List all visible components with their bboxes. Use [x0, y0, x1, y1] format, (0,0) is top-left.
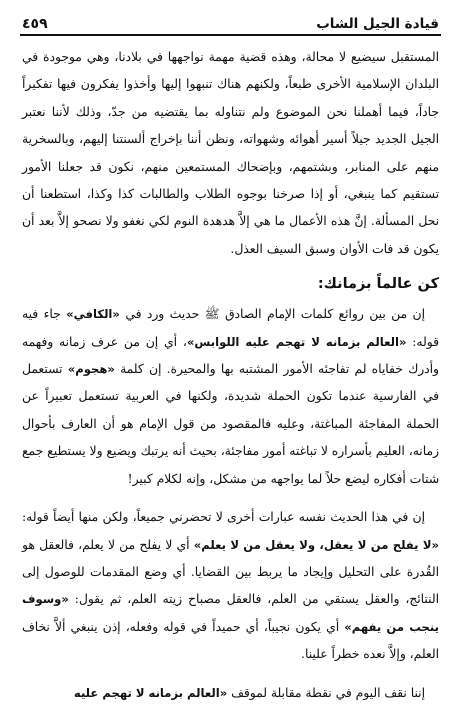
- p3-text-2: أي لا يفلح من لا يعلم، فالعقل هو القُدرة على التحليل وإيجاد ما يربط بين القضايا. أي وضع المقدمات للوصول إلى النتائج، والعقل يستقي من العلم، فالعقل مصباح زيته العلم، ثم يقول:: [22, 537, 439, 607]
- p2-text-3: ، أي إن من عرف زمانه وفهمه وأدرك خفاياه لم تفاجئه الأمور المشتبه بها والمحيرة. إن كلمة: [22, 334, 439, 377]
- page-body: [22, 44, 440, 700]
- p3-text-3: أي يكون نجيباً، أي حميداً في قوله وفعله، إذن ينبغي ألاَّ نخاف العلم، وإلاَّ نعده خطراً علينا.: [22, 619, 439, 662]
- header-rule: [20, 34, 441, 36]
- p2-text-1: إن من بين روائع كلمات الإمام الصادق ﷺ حديث ورد في: [119, 307, 425, 322]
- paragraph-2: [22, 301, 439, 493]
- p4-text-1: إننا نقف اليوم في نقطة مقابلة لموقف: [227, 685, 425, 700]
- p2-text-4: تستعمل في الفارسية عندما تكون الحملة شديدة، ولكنها في العربية تستعمل تعبيراً عن الحملة المفاجئة المباغتة، وعليه فالمقصود من قول الإمام هو أن العارف بأحوال زمانه، العليم بأسراره لا تباغته أمور مفاجئة، بحيث أنه يرتبك ويضيع ولا يستطيع جمع شتات أفكاره ليضع حلاً لما يواجهه من مشكل، وإنه لكلام كبير!: [22, 362, 439, 486]
- p2-quote-kafi: «الكافي»: [66, 307, 120, 322]
- p3-quote-1: «لا يفلح من لا يعقل، ولا يعقل من لا يعلم»: [193, 537, 439, 552]
- paragraph-4: [22, 680, 439, 707]
- p2-quote-hujum: «هجوم»: [67, 362, 115, 377]
- book-title: قيادة الجيل الشاب: [316, 16, 439, 32]
- section-heading: كن عالماً بزمانك:: [317, 276, 439, 293]
- page-header: [22, 8, 439, 32]
- paragraph-1: المستقبل سيضيع لا محالة، وهذه قضية مهمة نواجهها في بلادنا، وهي موجودة في البلدان الإسلامية الأخرى طبعاً، ولكنهم هناك تنبهوا إليها وأخذوا يفكرون فيها تفكيراً جاداً، فيما أهملنا نحن الموضوع ولم نتناوله بما يقتضيه من جدّ، وذلك لأننا نعتبر الجيل الجديد جيلاً أسير أهوائه وشهواته، ونظن أننا بإخراج ألسنتنا إليهم، وبالسخرية منهم على المنابر، وبشتمهم، وبإضحاك المستمعين منهم، نكون قد جعلنا الأمور تستقيم كما ينبغي، أو إذا صرخنا بوجوه الطلاب والطالبات كذا وكذا، استطعنا أن نحل المسألة. إنَّ هذه الأعمال ما هي إلاَّ هدهدة النوم لكي نغفو ولا نصحو إلاَّ بعد أن يكون قد فات الأوان وسبق السيف العذل.: [22, 50, 439, 256]
- p3-text-1: إن في هذا الحديث نفسه عبارات أخرى لا تحضرني جميعاً، ولكن منها أيضاً قوله:: [22, 510, 425, 525]
- p2-text-2: جاء فيه قوله:: [22, 307, 440, 349]
- paragraph-3: [22, 504, 439, 668]
- p4-quote-1: «العالم بزمانه لا تهجم عليه: [73, 685, 228, 700]
- p3-quote-2: «وسوف ينجب من يفهم»: [22, 592, 439, 634]
- p2-quote-hadith: «العالم بزمانه لا تهجم عليه اللوابس»: [186, 334, 407, 349]
- page-number: ٤٥٩: [22, 16, 48, 32]
